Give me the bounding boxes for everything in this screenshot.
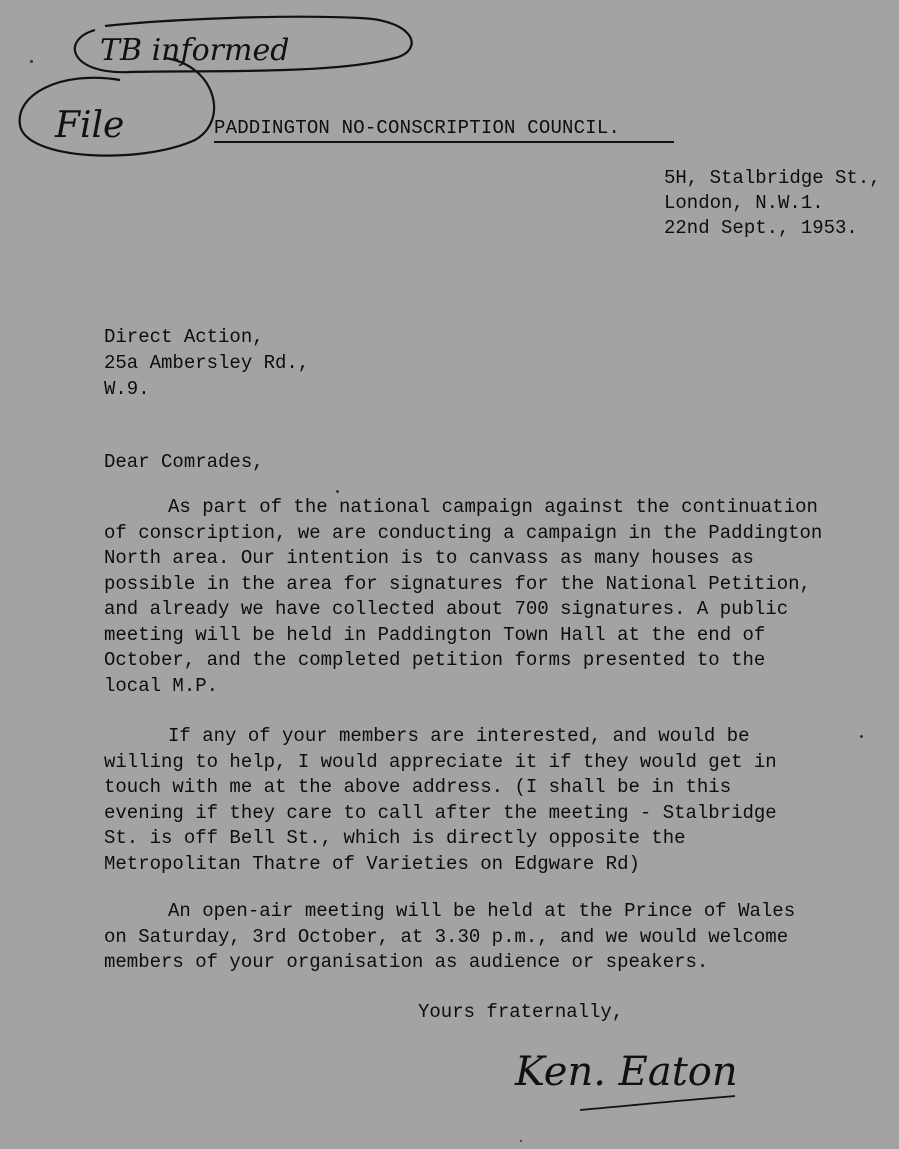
recipient-line: Direct Action, xyxy=(104,326,264,348)
paragraph-line: of conscription, we are conducting a campaign in the Paddington xyxy=(104,521,823,544)
paragraph-line: local M.P. xyxy=(104,674,219,697)
file-text: File xyxy=(55,105,125,146)
paragraph-line: North area. Our intention is to canvass as many houses as xyxy=(104,547,754,569)
recipient-line: 25a Ambersley Rd., xyxy=(104,352,310,374)
paragraph-line: An open-air meeting will be held at the Prince of Wales xyxy=(168,900,796,922)
handwritten-annotation xyxy=(0,0,430,170)
body-paragraph-2 xyxy=(104,724,777,877)
stamp-text: TB informed xyxy=(100,33,290,68)
paragraph-line: on Saturday, 3rd October, at 3.30 p.m., and we would welcome xyxy=(104,925,789,948)
scan-speck xyxy=(860,735,863,738)
organisation-title: PADDINGTON NO-CONSCRIPTION COUNCIL. xyxy=(214,117,674,143)
scan-speck xyxy=(30,60,33,63)
paragraph-line: As part of the national campaign against the continuation xyxy=(168,496,818,518)
recipient-address xyxy=(104,324,309,402)
letter-date: 22nd Sept., 1953. xyxy=(664,217,858,239)
sender-address xyxy=(664,166,881,241)
address-line: London, N.W.1. xyxy=(664,192,824,214)
paragraph-line: meeting will be held in Paddington Town Hall at the end of xyxy=(104,623,766,646)
paragraph-line: If any of your members are interested, and would be xyxy=(168,725,750,747)
paragraph-line: willing to help, I would appreciate it if they would get in xyxy=(104,750,777,773)
paragraph-line: October, and the completed petition forms presented to the xyxy=(104,649,766,671)
signature-text: Ken. Eaton xyxy=(515,1049,738,1095)
salutation: Dear Comrades, xyxy=(104,451,264,473)
body-paragraph-1 xyxy=(104,495,822,699)
paragraph-line: possible in the area for signatures for the National Petition, xyxy=(104,572,811,595)
paragraph-line: and already we have collected about 700 signatures. A public xyxy=(104,598,789,620)
paragraph-line: Metropolitan Thatre of Varieties on Edgware Rd) xyxy=(104,852,640,875)
body-paragraph-3 xyxy=(104,899,795,976)
paragraph-line: touch with me at the above address. (I shall be in this xyxy=(104,776,732,798)
closing: Yours fraternally, xyxy=(418,1001,624,1023)
paragraph-line: members of your organisation as audience or speakers. xyxy=(104,951,709,973)
paragraph-line: St. is off Bell St., which is directly opposite the xyxy=(104,827,686,849)
handwritten-signature xyxy=(505,1030,755,1120)
recipient-line: W.9. xyxy=(104,378,150,400)
paragraph-line: evening if they care to call after the meeting - Stalbridge xyxy=(104,801,777,824)
scan-speck xyxy=(520,1140,522,1142)
scan-speck xyxy=(336,490,339,493)
address-line: 5H, Stalbridge St., xyxy=(664,167,881,189)
